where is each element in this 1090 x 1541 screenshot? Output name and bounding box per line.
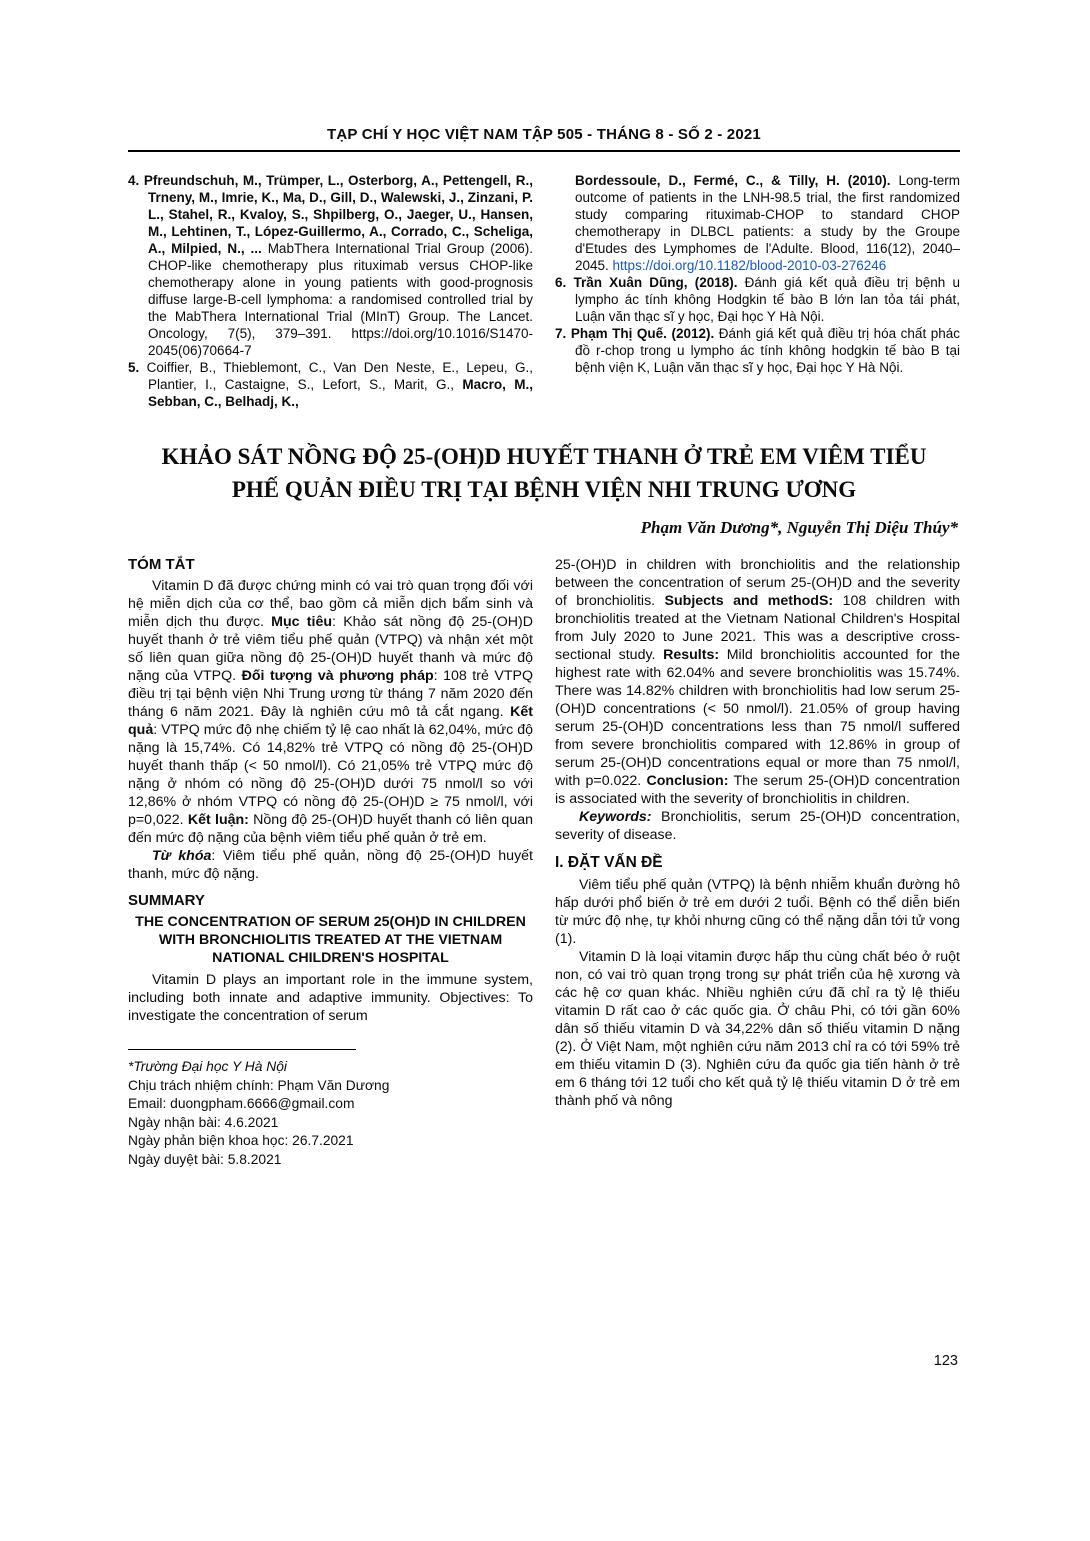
body-left-column <box>128 556 533 1169</box>
abstract-vi-paragraph <box>128 577 533 847</box>
footnote-block <box>128 1049 533 1169</box>
doi-link[interactable]: https://doi.org/10.1182/blood-2010-03-276246 <box>612 258 887 273</box>
text-segment: Coiffier, B., Thieblemont, C., Van Den Neste, E., Lepeu, G., Plantier, I., Castaigne, S., Lefort, S., Marit, G., <box>146 360 533 392</box>
reference-item-4 <box>128 172 533 359</box>
footnote-line: Ngày nhận bài: 4.6.2021 <box>128 1114 279 1130</box>
text-segment: Conclusion: <box>646 773 729 789</box>
footnote-affiliation: *Trường Đại học Y Hà Nội <box>128 1059 287 1074</box>
reference-item-6 <box>555 274 960 325</box>
article-body <box>128 556 960 1169</box>
text-segment: 108 children with bronchiolitis treated at the Vietnam National Children's Hospital from July 2020 to June 2021. This was a descriptive cross-sectional study. <box>555 593 960 663</box>
abstract-en-right <box>555 556 960 808</box>
references-left-column <box>128 172 533 410</box>
text-segment: Kết quả <box>128 704 533 738</box>
references-right-column <box>555 172 960 410</box>
text-segment: Trần Xuân Dũng, (2018). <box>573 275 738 290</box>
text-segment: Results: <box>663 647 720 663</box>
text-segment: Long-term outcome of patients in the LNH-98.5 trial, the first randomized study comparing rituximab-CHOP to standard CHOP chemotherapy in DLBCL patients: a study by the Groupe d'Etudes des Lymphomes de l'Adulte. Blood, 116(12), 2040–2045. <box>575 173 960 273</box>
text-segment: Pfreundschuh, M., Trümper, L., Osterborg, A., Pettengell, R., Trneny, M., Imrie, K., Ma, D., Gill, D., Walewski, J., Zinzani, P. L., Stahel, R., Kvaloy, S., Shpilberg, O., Jaeger, U., Hansen, M., Lehtinen, T., López-Guillermo, A., Corrado, C., Scheliga, A., Milpied, N., ... <box>143 173 533 256</box>
summary-heading: SUMMARY <box>128 892 205 909</box>
text-segment: 25-(OH)D in children with bronchiolitis and the relationship between the concentration of serum 25-(OH)D and the severity of bronchiolitis. <box>555 557 960 609</box>
text-segment: 6. <box>555 275 574 290</box>
article-title: KHẢO SÁT NỒNG ĐỘ 25-(OH)D HUYẾT THANH Ở TRẺ EM VIÊM TIỂU PHẾ QUẢN ĐIỀU TRỊ TẠI BỆNH VIỆN NHI TRUNG ƯƠNG <box>161 444 927 502</box>
abstract-vi-heading: TÓM TẮT <box>128 556 195 573</box>
text-segment: Từ khóa <box>152 848 212 864</box>
text-segment: : Viêm tiểu phế quản, nồng độ 25-(OH)D huyết thanh, mức độ nặng. <box>128 848 534 882</box>
text-segment: Kết luận: <box>187 812 249 828</box>
reference-item-7 <box>555 325 960 376</box>
text-segment: Đánh giá kết quả điều trị hóa chất phác đồ r-chop trong u lympho ác tính không hodgkin tế bào B tại bệnh viện K, Luận văn thạc sĩ y học, Đại học Y Hà Nội. <box>575 326 961 375</box>
text-segment: Phạm Thị Quế. (2012). <box>570 326 715 341</box>
text-segment: 4. <box>128 173 144 188</box>
footnote-divider <box>128 1049 356 1050</box>
journal-header: TẠP CHÍ Y HỌC VIỆT NAM TẬP 505 - THÁNG 8 - SỐ 2 - 2021 <box>327 126 761 143</box>
text-segment: Keywords: <box>579 809 652 825</box>
text-segment: Subjects and methodS: <box>664 593 834 609</box>
reference-item-5 <box>128 359 533 410</box>
text-segment: : 108 trẻ VTPQ điều trị tại bệnh viện Nhi Trung ương từ tháng 7 năm 2020 đến tháng 6 năm 2021. Đây là nghiên cứu mô tả cắt ngang. <box>128 668 534 720</box>
text-segment: Bordessoule, D., Fermé, C., & Tilly, H. (2010). <box>575 173 891 188</box>
text-segment: Nồng độ 25-(OH)D huyết thanh có liên quan đến mức độ nặng của bệnh viêm tiểu phế quản ở trẻ em. <box>128 812 533 846</box>
text-segment: MabThera International Trial Group (2006). CHOP-like chemotherapy plus rituximab versus CHOP-like chemotherapy alone in young patients with good-prognosis diffuse large-B-cell lymphoma: a randomised controlled trial by the MabThera International Trial (MInT) Group. The Lancet. Oncology, 7(5), 379–391. https://doi.org/10.1016/S1470-2045(06)70664-7 <box>148 241 533 358</box>
header-divider <box>128 150 960 152</box>
article-authors: Phạm Văn Dương*, Nguyễn Thị Diệu Thúy* <box>640 518 958 537</box>
intro-heading: I. ĐẶT VẤN ĐỀ <box>555 854 663 871</box>
text-segment: : Khảo sát nồng độ 25-(OH)D huyết thanh ở trẻ viêm tiểu phế quản (VTPQ) và nhận xét một số liên quan giữa nồng độ 25-(OH)D huyết thanh và mức độ nặng của VTPQ. <box>128 614 534 684</box>
text-segment: Đối tượng và phương pháp <box>241 668 434 684</box>
text-segment: 5. <box>128 360 147 375</box>
text-segment: Mục tiêu <box>271 614 333 630</box>
footnote-line: Ngày duyệt bài: 5.8.2021 <box>128 1151 282 1167</box>
text-segment: The serum 25-(OH)D concentration is associated with the severity of bronchiolitis in children. <box>555 773 960 807</box>
text-segment: : VTPQ mức độ nhẹ chiếm tỷ lệ cao nhất là 62,04%, mức độ nặng là 15,74%. Có 14,82% trẻ VTPQ có nồng độ 25-(OH)D huyết thanh thấp (< 50 nmol/l). Có 21,05% trẻ VTPQ mức độ nặng ở nhóm có nồng độ 25-(OH)D dưới 75 nmol/l so với 12,86% ở nhóm VTPQ có nồng độ 25-(OH)D ≥ 75 nmol/l, với p=0,022. <box>128 722 533 828</box>
text-segment: Mild bronchiolitis accounted for the highest rate with 62.04% and severe bronchiolitis was 15.74%. There was 14.82% children with bronchiolitis had low serum 25-(OH)D concentrations (< 50 nmol/l). 21.05% of group having serum 25-(OH)D concentrations less than 75 nmol/l suffered from severe bronchiolitis compared with 12.86% in group of serum 25-(OH)D concentrations equal or more than 75 nmol/l, with p=0.022. <box>555 647 960 789</box>
footnote-line: Ngày phản biện khoa học: 26.7.2021 <box>128 1133 354 1148</box>
text-segment: Đánh giá kết quả điều trị bệnh u lympho ác tính không Hodgkin tế bào B lớn lan tỏa tái phát, Luận văn thạc sĩ y học, Đại học Y Hà Nội. <box>575 275 960 324</box>
intro-paragraph: Viêm tiểu phế quản (VTPQ) là bệnh nhiễm khuẩn đường hô hấp dưới phổ biến ở trẻ em dưới 2 tuổi. Bệnh có thể diễn biến từ mức độ nhẹ, tự khỏi nhưng cũng có thể nặng dẫn tới tử vong (1). <box>555 877 960 947</box>
footnote-line: Email: duongpham.6666@gmail.com <box>128 1096 355 1111</box>
text-segment: Macro, M., Sebban, C., Belhadj, K., <box>148 377 533 409</box>
summary-title-en: THE CONCENTRATION OF SERUM 25(OH)D IN CHILDREN WITH BRONCHIOLITIS TREATED AT THE VIETNAM NATIONAL CHILDREN'S HOSPITAL <box>135 914 526 966</box>
text-segment: 7. <box>555 326 571 341</box>
text-segment: Vitamin D đã được chứng minh có vai trò quan trọng đối với hệ miễn dịch của cơ thể, bao gồm cả miễn dịch bẩm sinh và miễn dịch thu được. <box>128 578 533 630</box>
page-number: 123 <box>933 1353 958 1369</box>
abstract-en-left: Vitamin D plays an important role in the immune system, including both innate and adaptive immunity. Objectives: To investigate the concentration of serum <box>128 972 533 1024</box>
body-right-column <box>555 556 960 1169</box>
keywords-vi <box>128 847 533 883</box>
text-segment: Bronchiolitis, serum 25-(OH)D concentration, severity of disease. <box>555 809 960 843</box>
keywords-en <box>555 808 960 844</box>
references-section <box>128 172 960 410</box>
intro-paragraph: Vitamin D là loại vitamin được hấp thu cùng chất béo ở ruột non, có vai trò quan trọng trong sự phát triển của hệ xương và các hệ cơ quan khác. Nhiều nghiên cứu đã chỉ ra tỷ lệ thiếu vitamin D rất cao ở các quốc gia. Ở châu Phi, có tới gần 60% dân số thiếu vitamin D và 34,22% dân số thiếu vitamin D nặng (2). Ở Việt Nam, một nghiên cứu năm 2013 chỉ ra có tới 59% trẻ em thiếu vitamin D (3). Nghiên cứu đa quốc gia tiến hành ở trẻ em 6 tháng tới 12 tuổi cho kết quả tỷ lệ thiếu vitamin D ở trẻ em thành phố và nông <box>555 949 960 1109</box>
footnote-line: Chịu trách nhiệm chính: Phạm Văn Dương <box>128 1077 390 1093</box>
reference-item-5-continued <box>555 172 960 274</box>
